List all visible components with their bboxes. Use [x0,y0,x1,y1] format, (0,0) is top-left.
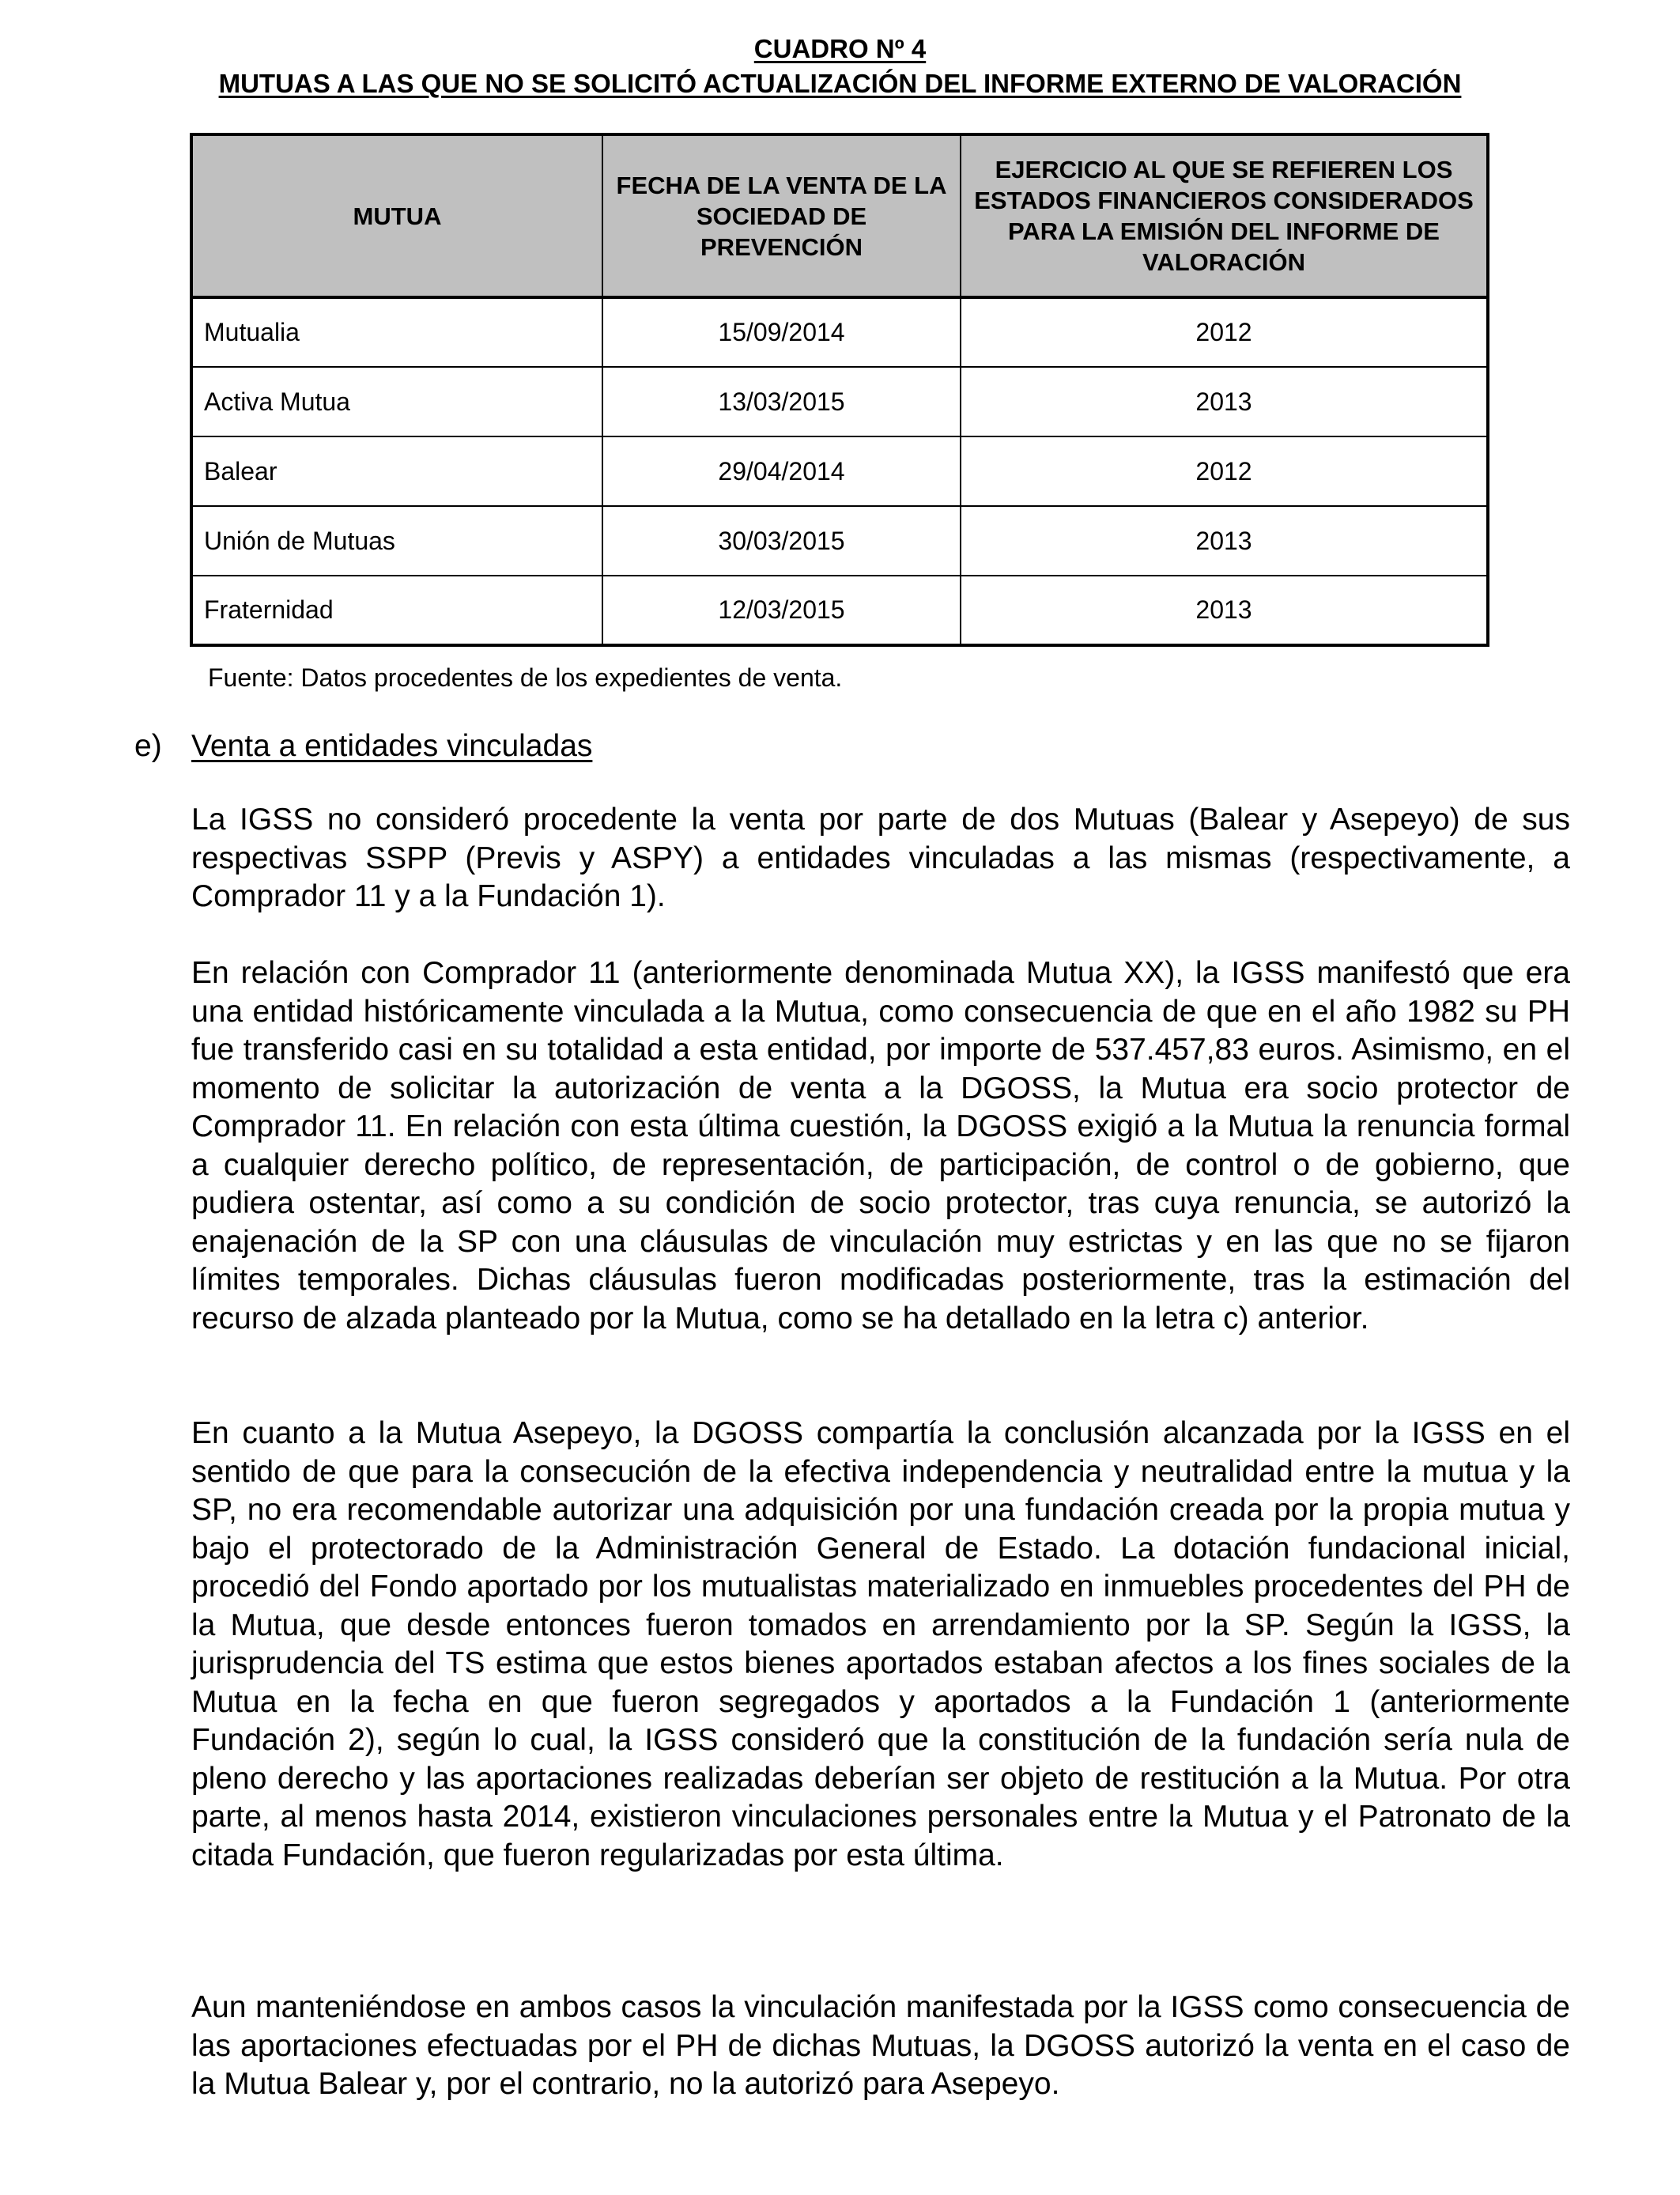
table-row [191,297,1488,367]
cell-ejercicio: 2013 [961,576,1488,645]
cell-ejercicio: 2012 [961,436,1488,506]
cell-fecha: 29/04/2014 [602,436,961,506]
header-ejercicio: EJERCICIO AL QUE SE REFIEREN LOS ESTADOS FINANCIEROS CONSIDERADOS PARA LA EMISIÓN DEL INFORME DE VALORACIÓN [961,134,1488,297]
cell-fecha: 30/03/2015 [602,506,961,576]
table-header-row [191,134,1488,297]
cell-mutua: Fraternidad [191,576,602,645]
body-paragraph: En cuanto a la Mutua Asepeyo, la DGOSS compartía la conclusión alcanzada por la IGSS en el sentido de que para la consecución de la efectiva independencia y neutralidad entre la mutua y la SP, no era recomendable autorizar una adquisición por una fundación creada por la propia mutua y bajo el protectorado de la Administración General de Estado. La dotación fundacional inicial, procedió del Fondo aportado por los mutualistas materializado en inmuebles procedentes del PH de la Mutua, que desde entonces fueron tomados en arrendamiento por la SP. Según la IGSS, la jurisprudencia del TS estima que estos bienes aportados estaban afectos a los fines sociales de la Mutua en la fecha en que fueron segregados y aportados a la Fundación 1 (anteriormente Fundación 2), según lo cual, la IGSS consideró que la constitución de la fundación sería nula de pleno derecho y las aportaciones realizadas deberían ser objeto de restitución a la Mutua. Por otra parte, al menos hasta 2014, existieron vinculaciones personales entre la Mutua y el Patronato de la citada Fundación, que fueron regularizadas por esta última. [191,1416,1570,1872]
table-row [191,576,1488,645]
table-row [191,506,1488,576]
cell-fecha: 13/03/2015 [602,367,961,436]
table-caption-number: CUADRO Nº 4 [753,34,927,63]
cell-fecha: 15/09/2014 [602,297,961,367]
table-caption-title: MUTUAS A LAS QUE NO SE SOLICITÓ ACTUALIZACIÓN DEL INFORME EXTERNO DE VALORACIÓN [218,69,1462,98]
cell-mutua: Balear [191,436,602,506]
cell-ejercicio: 2013 [961,506,1488,576]
section-heading [134,727,592,765]
cell-mutua: Unión de Mutuas [191,506,602,576]
section-marker: e) [134,729,162,763]
table-row [191,367,1488,436]
cell-ejercicio: 2012 [961,297,1488,367]
cell-ejercicio: 2013 [961,367,1488,436]
cell-mutua: Activa Mutua [191,367,602,436]
body-paragraph: Aun manteniéndose en ambos casos la vinculación manifestada por la IGSS como consecuencia de las aportaciones efectuadas por el PH de dichas Mutuas, la DGOSS autorizó la venta en el caso de la Mutua Balear y, por el contrario, no la autorizó para Asepeyo. [191,1990,1570,2101]
table-row [191,436,1488,506]
mutuas-table [190,133,1489,647]
body-paragraph: La IGSS no consideró procedente la venta por parte de dos Mutuas (Balear y Asepeyo) de sus respectivas SSPP (Previs y ASPY) a entidades vinculadas a las mismas (respectivamente, a Comprador 11 y a la Fundación 1). [191,803,1570,913]
header-mutua: MUTUA [191,134,602,297]
body-paragraph: En relación con Comprador 11 (anteriormente denominada Mutua XX), la IGSS manifestó que era una entidad históricamente vinculada a la Mutua, como consecuencia de que en el año 1982 su PH fue transferido casi en su totalidad a esta entidad, por importe de 537.457,83 euros. Asimismo, en el momento de solicitar la autorización de venta a la DGOSS, la Mutua era socio protector de Comprador 11. En relación con esta última cuestión, la DGOSS exigió a la Mutua la renuncia formal a cualquier derecho político, de representación, de participación, de control o de gobierno, que pudiera ostentar, así como a su condición de socio protector, tras cuya renuncia, se autorizó la enajenación de la SP con una cláusulas de vinculación muy estrictas y en las que no se fijaron límites temporales. Dichas cláusulas fueron modificadas posteriormente, tras la estimación del recurso de alzada planteado por la Mutua, como se ha detallado en la letra c) anterior. [191,956,1570,1336]
cell-fecha: 12/03/2015 [602,576,961,645]
section-title: Venta a entidades vinculadas [191,729,593,763]
cell-mutua: Mutualia [191,297,602,367]
header-fecha-venta: FECHA DE LA VENTA DE LA SOCIEDAD DE PREVENCIÓN [602,134,961,297]
table-source-note: Fuente: Datos procedentes de los expedientes de venta. [208,663,843,692]
